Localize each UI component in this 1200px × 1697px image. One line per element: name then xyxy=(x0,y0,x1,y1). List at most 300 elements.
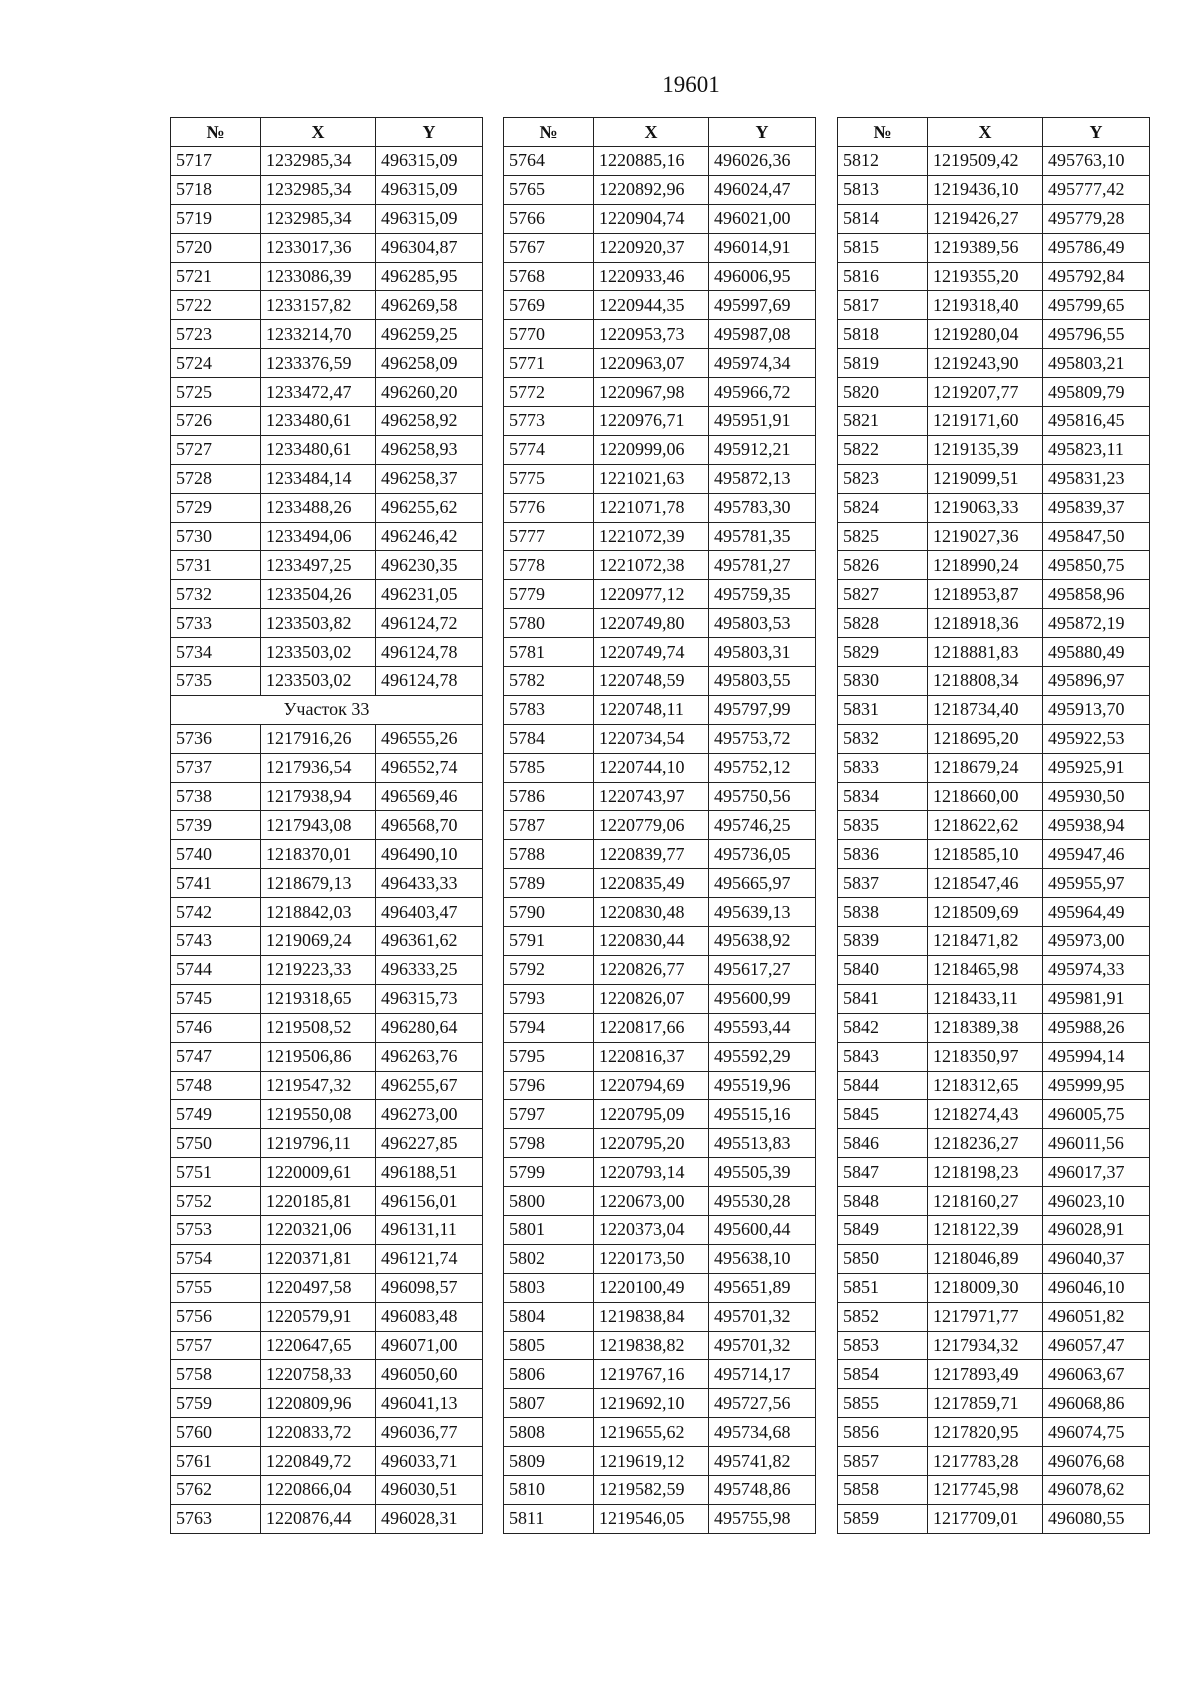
point-number-cell: 5785 xyxy=(504,753,594,782)
x-coordinate-cell: 1220748,11 xyxy=(594,695,709,724)
table-row xyxy=(504,1389,816,1418)
table-row xyxy=(838,580,1150,609)
y-coordinate-cell: 495519,96 xyxy=(709,1071,816,1100)
x-coordinate-cell: 1221072,39 xyxy=(594,522,709,551)
y-coordinate-cell: 496555,26 xyxy=(376,724,483,753)
point-number-cell: 5808 xyxy=(504,1418,594,1447)
point-number-cell: 5825 xyxy=(838,522,928,551)
point-number-cell: 5775 xyxy=(504,464,594,493)
point-number-cell: 5845 xyxy=(838,1100,928,1129)
x-coordinate-cell: 1218046,89 xyxy=(928,1244,1043,1273)
table-row xyxy=(838,753,1150,782)
x-coordinate-cell: 1219027,36 xyxy=(928,522,1043,551)
x-coordinate-cell: 1220734,54 xyxy=(594,724,709,753)
x-coordinate-cell: 1220100,49 xyxy=(594,1273,709,1302)
x-coordinate-cell: 1218236,27 xyxy=(928,1129,1043,1158)
y-coordinate-cell: 495964,49 xyxy=(1043,898,1150,927)
table-row xyxy=(504,1244,816,1273)
y-coordinate-cell: 495530,28 xyxy=(709,1187,816,1216)
point-number-cell: 5837 xyxy=(838,869,928,898)
x-coordinate-cell: 1220826,77 xyxy=(594,955,709,984)
x-coordinate-cell: 1219509,42 xyxy=(928,147,1043,176)
x-coordinate-cell: 1218389,38 xyxy=(928,1013,1043,1042)
y-coordinate-cell: 496063,67 xyxy=(1043,1360,1150,1389)
y-coordinate-cell: 495748,86 xyxy=(709,1475,816,1504)
x-coordinate-cell: 1221072,38 xyxy=(594,551,709,580)
y-coordinate-cell: 496036,77 xyxy=(376,1418,483,1447)
point-number-cell: 5737 xyxy=(171,753,261,782)
table-row xyxy=(171,609,483,638)
point-number-cell: 5846 xyxy=(838,1129,928,1158)
x-coordinate-cell: 1233488,26 xyxy=(261,493,376,522)
point-number-cell: 5858 xyxy=(838,1475,928,1504)
table-row xyxy=(171,811,483,840)
y-coordinate-cell: 495750,56 xyxy=(709,782,816,811)
point-number-cell: 5723 xyxy=(171,320,261,349)
y-coordinate-cell: 496258,92 xyxy=(376,407,483,436)
table-row xyxy=(504,349,816,378)
y-coordinate-cell: 495955,97 xyxy=(1043,869,1150,898)
point-number-cell: 5766 xyxy=(504,204,594,233)
point-number-cell: 5794 xyxy=(504,1013,594,1042)
x-coordinate-cell: 1218509,69 xyxy=(928,898,1043,927)
point-number-cell: 5827 xyxy=(838,580,928,609)
table-row xyxy=(171,233,483,262)
point-number-cell: 5751 xyxy=(171,1158,261,1187)
point-number-cell: 5770 xyxy=(504,320,594,349)
x-coordinate-cell: 1233504,26 xyxy=(261,580,376,609)
table-row xyxy=(171,1302,483,1331)
y-coordinate-cell: 496230,35 xyxy=(376,551,483,580)
table-row xyxy=(504,695,816,724)
x-coordinate-cell: 1218953,87 xyxy=(928,580,1043,609)
table-row xyxy=(838,1418,1150,1447)
point-number-cell: 5779 xyxy=(504,580,594,609)
point-number-cell: 5856 xyxy=(838,1418,928,1447)
x-coordinate-cell: 1218160,27 xyxy=(928,1187,1043,1216)
x-coordinate-cell: 1219223,33 xyxy=(261,955,376,984)
table-row xyxy=(171,407,483,436)
table-row xyxy=(838,1013,1150,1042)
point-number-cell: 5769 xyxy=(504,291,594,320)
x-coordinate-cell: 1219280,04 xyxy=(928,320,1043,349)
table-row xyxy=(838,1447,1150,1476)
y-coordinate-cell: 496026,36 xyxy=(709,147,816,176)
table-row xyxy=(504,262,816,291)
x-coordinate-cell: 1220749,74 xyxy=(594,638,709,667)
y-coordinate-cell: 495755,98 xyxy=(709,1504,816,1533)
table-row xyxy=(171,869,483,898)
point-number-cell: 5842 xyxy=(838,1013,928,1042)
x-coordinate-cell: 1220758,33 xyxy=(261,1360,376,1389)
table-header-row xyxy=(171,118,483,147)
y-coordinate-cell: 496030,51 xyxy=(376,1475,483,1504)
y-coordinate-cell: 496068,86 xyxy=(1043,1389,1150,1418)
y-coordinate-cell: 495783,30 xyxy=(709,493,816,522)
table-row xyxy=(838,667,1150,696)
table-row xyxy=(171,898,483,927)
x-coordinate-cell: 1220371,81 xyxy=(261,1244,376,1273)
y-coordinate-cell: 495994,14 xyxy=(1043,1042,1150,1071)
y-coordinate-cell: 496315,09 xyxy=(376,175,483,204)
point-number-cell: 5756 xyxy=(171,1302,261,1331)
table-row xyxy=(838,175,1150,204)
table-row xyxy=(838,349,1150,378)
header-y: Y xyxy=(376,118,483,147)
table-row xyxy=(504,811,816,840)
table-row xyxy=(838,551,1150,580)
x-coordinate-cell: 1220920,37 xyxy=(594,233,709,262)
x-coordinate-cell: 1220849,72 xyxy=(261,1447,376,1476)
x-coordinate-cell: 1220579,91 xyxy=(261,1302,376,1331)
table-row xyxy=(504,724,816,753)
table-row xyxy=(504,927,816,956)
x-coordinate-cell: 1218433,11 xyxy=(928,984,1043,1013)
x-coordinate-cell: 1218547,46 xyxy=(928,869,1043,898)
y-coordinate-cell: 495930,50 xyxy=(1043,782,1150,811)
point-number-cell: 5789 xyxy=(504,869,594,898)
y-coordinate-cell: 496124,78 xyxy=(376,638,483,667)
table-row xyxy=(504,464,816,493)
table-row xyxy=(504,580,816,609)
x-coordinate-cell: 1217936,54 xyxy=(261,753,376,782)
point-number-cell: 5800 xyxy=(504,1187,594,1216)
point-number-cell: 5839 xyxy=(838,927,928,956)
y-coordinate-cell: 496017,37 xyxy=(1043,1158,1150,1187)
x-coordinate-cell: 1220743,97 xyxy=(594,782,709,811)
table-row xyxy=(504,1418,816,1447)
table-row xyxy=(171,782,483,811)
table-row xyxy=(838,869,1150,898)
x-coordinate-cell: 1220839,77 xyxy=(594,840,709,869)
point-number-cell: 5847 xyxy=(838,1158,928,1187)
y-coordinate-cell: 496263,76 xyxy=(376,1042,483,1071)
y-coordinate-cell: 495779,28 xyxy=(1043,204,1150,233)
table-row xyxy=(171,580,483,609)
header-x: X xyxy=(928,118,1043,147)
table-row xyxy=(171,1158,483,1187)
x-coordinate-cell: 1219655,62 xyxy=(594,1418,709,1447)
y-coordinate-cell: 496569,46 xyxy=(376,782,483,811)
x-coordinate-cell: 1218918,36 xyxy=(928,609,1043,638)
x-coordinate-cell: 1218009,30 xyxy=(928,1273,1043,1302)
y-coordinate-cell: 496051,82 xyxy=(1043,1302,1150,1331)
y-coordinate-cell: 496006,95 xyxy=(709,262,816,291)
point-number-cell: 5841 xyxy=(838,984,928,1013)
point-number-cell: 5720 xyxy=(171,233,261,262)
y-coordinate-cell: 496028,31 xyxy=(376,1504,483,1533)
point-number-cell: 5787 xyxy=(504,811,594,840)
y-coordinate-cell: 496333,25 xyxy=(376,955,483,984)
point-number-cell: 5722 xyxy=(171,291,261,320)
point-number-cell: 5835 xyxy=(838,811,928,840)
y-coordinate-cell: 495638,92 xyxy=(709,927,816,956)
point-number-cell: 5834 xyxy=(838,782,928,811)
y-coordinate-cell: 496258,93 xyxy=(376,435,483,464)
table-row xyxy=(171,349,483,378)
coordinates-table-2 xyxy=(503,117,816,1534)
table-row xyxy=(171,840,483,869)
table-row xyxy=(504,551,816,580)
x-coordinate-cell: 1218695,20 xyxy=(928,724,1043,753)
x-coordinate-cell: 1217859,71 xyxy=(928,1389,1043,1418)
point-number-cell: 5831 xyxy=(838,695,928,724)
point-number-cell: 5804 xyxy=(504,1302,594,1331)
table-row xyxy=(171,262,483,291)
x-coordinate-cell: 1219063,33 xyxy=(928,493,1043,522)
table-row xyxy=(171,204,483,233)
table-row xyxy=(504,407,816,436)
x-coordinate-cell: 1219135,39 xyxy=(928,435,1043,464)
table-row xyxy=(171,175,483,204)
y-coordinate-cell: 496024,47 xyxy=(709,175,816,204)
x-coordinate-cell: 1233214,70 xyxy=(261,320,376,349)
x-coordinate-cell: 1219355,20 xyxy=(928,262,1043,291)
point-number-cell: 5859 xyxy=(838,1504,928,1533)
y-coordinate-cell: 496124,78 xyxy=(376,667,483,696)
x-coordinate-cell: 1219099,51 xyxy=(928,464,1043,493)
point-number-cell: 5727 xyxy=(171,435,261,464)
point-number-cell: 5726 xyxy=(171,407,261,436)
point-number-cell: 5739 xyxy=(171,811,261,840)
y-coordinate-cell: 495796,55 xyxy=(1043,320,1150,349)
y-coordinate-cell: 496273,00 xyxy=(376,1100,483,1129)
x-coordinate-cell: 1219796,11 xyxy=(261,1129,376,1158)
point-number-cell: 5764 xyxy=(504,147,594,176)
x-coordinate-cell: 1220009,61 xyxy=(261,1158,376,1187)
table-row xyxy=(504,1360,816,1389)
point-number-cell: 5746 xyxy=(171,1013,261,1042)
x-coordinate-cell: 1219619,12 xyxy=(594,1447,709,1476)
x-coordinate-cell: 1219692,10 xyxy=(594,1389,709,1418)
point-number-cell: 5745 xyxy=(171,984,261,1013)
x-coordinate-cell: 1220793,14 xyxy=(594,1158,709,1187)
point-number-cell: 5781 xyxy=(504,638,594,667)
table-row xyxy=(171,1187,483,1216)
table-row xyxy=(838,1187,1150,1216)
point-number-cell: 5817 xyxy=(838,291,928,320)
x-coordinate-cell: 1217745,98 xyxy=(928,1475,1043,1504)
table-row xyxy=(838,955,1150,984)
y-coordinate-cell: 495741,82 xyxy=(709,1447,816,1476)
y-coordinate-cell: 496315,73 xyxy=(376,984,483,1013)
table-row xyxy=(171,320,483,349)
x-coordinate-cell: 1217893,49 xyxy=(928,1360,1043,1389)
x-coordinate-cell: 1218471,82 xyxy=(928,927,1043,956)
table-row xyxy=(504,435,816,464)
point-number-cell: 5741 xyxy=(171,869,261,898)
table-row xyxy=(504,1158,816,1187)
table-header-row xyxy=(504,118,816,147)
x-coordinate-cell: 1218990,24 xyxy=(928,551,1043,580)
x-coordinate-cell: 1220977,12 xyxy=(594,580,709,609)
point-number-cell: 5748 xyxy=(171,1071,261,1100)
point-number-cell: 5838 xyxy=(838,898,928,927)
point-number-cell: 5725 xyxy=(171,378,261,407)
x-coordinate-cell: 1220866,04 xyxy=(261,1475,376,1504)
x-coordinate-cell: 1219436,10 xyxy=(928,175,1043,204)
table-row xyxy=(171,147,483,176)
point-number-cell: 5829 xyxy=(838,638,928,667)
x-coordinate-cell: 1220817,66 xyxy=(594,1013,709,1042)
point-number-cell: 5824 xyxy=(838,493,928,522)
table-row xyxy=(504,175,816,204)
x-coordinate-cell: 1233480,61 xyxy=(261,407,376,436)
table-row xyxy=(838,724,1150,753)
y-coordinate-cell: 495974,34 xyxy=(709,349,816,378)
point-number-cell: 5765 xyxy=(504,175,594,204)
table-row xyxy=(504,378,816,407)
x-coordinate-cell: 1217943,08 xyxy=(261,811,376,840)
y-coordinate-cell: 496028,91 xyxy=(1043,1215,1150,1244)
table-row xyxy=(838,1129,1150,1158)
point-number-cell: 5823 xyxy=(838,464,928,493)
y-coordinate-cell: 496071,00 xyxy=(376,1331,483,1360)
table-row xyxy=(171,724,483,753)
x-coordinate-cell: 1233480,61 xyxy=(261,435,376,464)
table-row xyxy=(838,407,1150,436)
x-coordinate-cell: 1219550,08 xyxy=(261,1100,376,1129)
point-number-cell: 5776 xyxy=(504,493,594,522)
y-coordinate-cell: 496014,91 xyxy=(709,233,816,262)
x-coordinate-cell: 1233494,06 xyxy=(261,522,376,551)
table-row xyxy=(504,753,816,782)
table-row xyxy=(171,1331,483,1360)
point-number-cell: 5783 xyxy=(504,695,594,724)
point-number-cell: 5815 xyxy=(838,233,928,262)
point-number-cell: 5850 xyxy=(838,1244,928,1273)
x-coordinate-cell: 1220744,10 xyxy=(594,753,709,782)
y-coordinate-cell: 495714,17 xyxy=(709,1360,816,1389)
y-coordinate-cell: 496023,10 xyxy=(1043,1187,1150,1216)
x-coordinate-cell: 1221071,78 xyxy=(594,493,709,522)
table-row xyxy=(504,1100,816,1129)
point-number-cell: 5852 xyxy=(838,1302,928,1331)
x-coordinate-cell: 1220795,09 xyxy=(594,1100,709,1129)
y-coordinate-cell: 495823,11 xyxy=(1043,435,1150,464)
x-coordinate-cell: 1219389,56 xyxy=(928,233,1043,262)
x-coordinate-cell: 1219318,65 xyxy=(261,984,376,1013)
y-coordinate-cell: 495752,12 xyxy=(709,753,816,782)
point-number-cell: 5813 xyxy=(838,175,928,204)
y-coordinate-cell: 495759,35 xyxy=(709,580,816,609)
x-coordinate-cell: 1218808,34 xyxy=(928,667,1043,696)
y-coordinate-cell: 495809,79 xyxy=(1043,378,1150,407)
point-number-cell: 5757 xyxy=(171,1331,261,1360)
table-row xyxy=(838,638,1150,667)
y-coordinate-cell: 495505,39 xyxy=(709,1158,816,1187)
point-number-cell: 5747 xyxy=(171,1042,261,1071)
point-number-cell: 5771 xyxy=(504,349,594,378)
y-coordinate-cell: 495938,94 xyxy=(1043,811,1150,840)
header-y: Y xyxy=(709,118,816,147)
table-row xyxy=(838,1158,1150,1187)
table-row xyxy=(504,955,816,984)
table-row xyxy=(171,1129,483,1158)
point-number-cell: 5806 xyxy=(504,1360,594,1389)
x-coordinate-cell: 1233503,02 xyxy=(261,638,376,667)
y-coordinate-cell: 495839,37 xyxy=(1043,493,1150,522)
y-coordinate-cell: 495803,55 xyxy=(709,667,816,696)
y-coordinate-cell: 495734,68 xyxy=(709,1418,816,1447)
x-coordinate-cell: 1219207,77 xyxy=(928,378,1043,407)
x-coordinate-cell: 1233157,82 xyxy=(261,291,376,320)
x-coordinate-cell: 1218585,10 xyxy=(928,840,1043,869)
x-coordinate-cell: 1219318,40 xyxy=(928,291,1043,320)
x-coordinate-cell: 1220833,72 xyxy=(261,1418,376,1447)
y-coordinate-cell: 496098,57 xyxy=(376,1273,483,1302)
section-row xyxy=(171,695,483,724)
page-number: 19601 xyxy=(662,72,720,97)
point-number-cell: 5772 xyxy=(504,378,594,407)
x-coordinate-cell: 1219426,27 xyxy=(928,204,1043,233)
point-number-cell: 5728 xyxy=(171,464,261,493)
x-coordinate-cell: 1218465,98 xyxy=(928,955,1043,984)
y-coordinate-cell: 495746,25 xyxy=(709,811,816,840)
point-number-cell: 5753 xyxy=(171,1215,261,1244)
y-coordinate-cell: 495797,99 xyxy=(709,695,816,724)
point-number-cell: 5734 xyxy=(171,638,261,667)
y-coordinate-cell: 495701,32 xyxy=(709,1302,816,1331)
y-coordinate-cell: 496285,95 xyxy=(376,262,483,291)
table-row xyxy=(504,1129,816,1158)
table-row xyxy=(504,984,816,1013)
y-coordinate-cell: 496021,00 xyxy=(709,204,816,233)
y-coordinate-cell: 495951,91 xyxy=(709,407,816,436)
y-coordinate-cell: 495727,56 xyxy=(709,1389,816,1418)
table-row xyxy=(504,1013,816,1042)
y-coordinate-cell: 495515,16 xyxy=(709,1100,816,1129)
point-number-cell: 5719 xyxy=(171,204,261,233)
point-number-cell: 5812 xyxy=(838,147,928,176)
point-number-cell: 5807 xyxy=(504,1389,594,1418)
table-row xyxy=(171,464,483,493)
table-row xyxy=(504,291,816,320)
y-coordinate-cell: 496124,72 xyxy=(376,609,483,638)
x-coordinate-cell: 1218312,65 xyxy=(928,1071,1043,1100)
y-coordinate-cell: 495973,00 xyxy=(1043,927,1150,956)
table-row xyxy=(838,204,1150,233)
x-coordinate-cell: 1232985,34 xyxy=(261,204,376,233)
point-number-cell: 5733 xyxy=(171,609,261,638)
point-number-cell: 5854 xyxy=(838,1360,928,1389)
y-coordinate-cell: 496080,55 xyxy=(1043,1504,1150,1533)
y-coordinate-cell: 496033,71 xyxy=(376,1447,483,1476)
x-coordinate-cell: 1219508,52 xyxy=(261,1013,376,1042)
y-coordinate-cell: 496078,62 xyxy=(1043,1475,1150,1504)
x-coordinate-cell: 1220321,06 xyxy=(261,1215,376,1244)
y-coordinate-cell: 495831,23 xyxy=(1043,464,1150,493)
x-coordinate-cell: 1218370,01 xyxy=(261,840,376,869)
x-coordinate-cell: 1220999,06 xyxy=(594,435,709,464)
y-coordinate-cell: 496403,47 xyxy=(376,898,483,927)
point-number-cell: 5759 xyxy=(171,1389,261,1418)
y-coordinate-cell: 495850,75 xyxy=(1043,551,1150,580)
table-row xyxy=(838,1475,1150,1504)
point-number-cell: 5843 xyxy=(838,1042,928,1071)
table-row xyxy=(838,782,1150,811)
table-row xyxy=(838,1504,1150,1533)
table-row xyxy=(504,609,816,638)
y-coordinate-cell: 496255,62 xyxy=(376,493,483,522)
y-coordinate-cell: 496259,25 xyxy=(376,320,483,349)
y-coordinate-cell: 495974,33 xyxy=(1043,955,1150,984)
point-number-cell: 5840 xyxy=(838,955,928,984)
point-number-cell: 5732 xyxy=(171,580,261,609)
y-coordinate-cell: 496315,09 xyxy=(376,204,483,233)
y-coordinate-cell: 495988,26 xyxy=(1043,1013,1150,1042)
table-row xyxy=(504,204,816,233)
